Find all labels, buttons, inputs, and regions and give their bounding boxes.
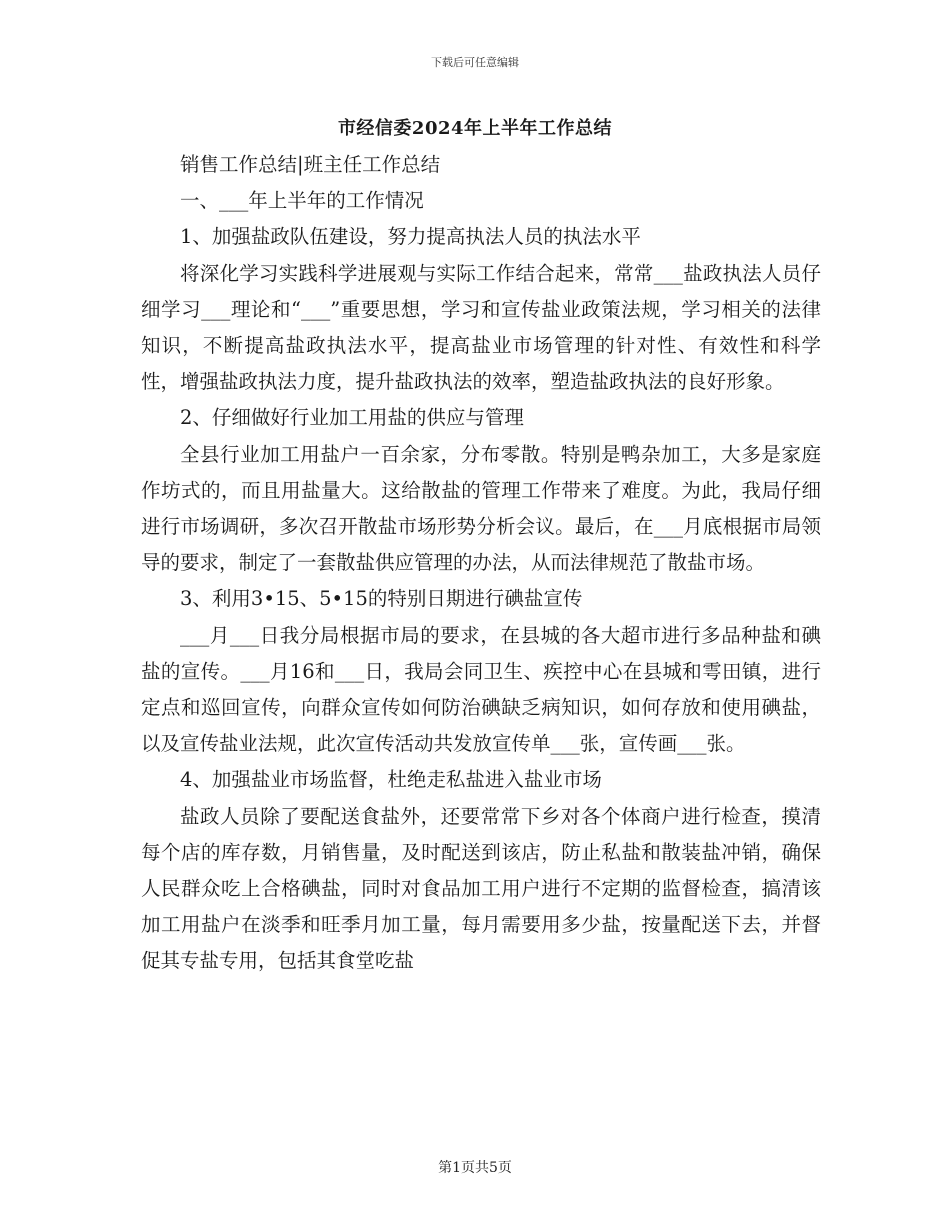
body-paragraph: 盐政人员除了要配送食盐外，还要常常下乡对各个体商户进行检查，摸清每个店的库存数，月销售量，及时配送到该店，防止私盐和散装盐冲销，确保人民群众吃上合格碘盐，同时对食品加工用户进行不定期的监督检查，搞清该加工用盐户在淡季和旺季月加工量，每月需要用多少盐，按量配送下去，并督促其专盐专用，包括其食堂吃盐 xyxy=(141,804,821,973)
body-paragraph: 全县行业加工用盐户一百余家，分布零散。特别是鸭杂加工，大多是家庭作坊式的，而且用盐量大。这给散盐的管理工作带来了难度。为此，我局仔细进行市场调研，多次召开散盐市场形势分析会议。最后，在___月底根据市局领导的要求，制定了一套散盐供应管理的办法，从而法律规范了散盐市场。 xyxy=(141,442,821,575)
page-footer: 第1页共5页 xyxy=(438,1160,512,1176)
subsection-heading: 3、利用3•15、5•15的特别日期进行碘盐宣传 xyxy=(180,587,583,611)
body-paragraph: 销售工作总结|班主任工作总结 xyxy=(180,153,441,176)
subsection-heading: 2、仔细做好行业加工用盐的供应与管理 xyxy=(180,406,524,430)
body-paragraph: ___月___日我分局根据市局的要求，在县城的各大超市进行多品种盐和碘盐的宣传。___月16和___日，我局会同卫生、疾控中心在县城和雩田镇，进行定点和巡回宣传，向群众宣传如何防治碘缺乏病知识，如何存放和使用碘盐，以及宣传盐业法规，此次宣传活动共发放宣传单___张，宣传画___张。 xyxy=(141,623,821,756)
subsection-heading: 4、加强盐业市场监督，杜绝走私盐进入盐业市场 xyxy=(180,768,602,792)
document-body xyxy=(141,147,821,980)
body-paragraph: 将深化学习实践科学进展观与实际工作结合起来，常常___盐政执法人员仔细学习___理论和“___”重要思想，学习和宣传盐业政策法规，学习相关的法律知识，不断提高盐政执法水平，提高盐业市场管理的针对性、有效性和科学性，增强盐政执法力度，提升盐政执法的效率，塑造盐政执法的良好形象。 xyxy=(141,261,821,394)
header-note: 下载后可任意编辑 xyxy=(431,56,519,69)
section-heading: 一、___年上半年的工作情况 xyxy=(180,189,424,213)
subsection-heading: 1、加强盐政队伍建设，努力提高执法人员的执法水平 xyxy=(180,225,641,249)
document-title: 市经信委2024年上半年工作总结 xyxy=(337,118,613,139)
